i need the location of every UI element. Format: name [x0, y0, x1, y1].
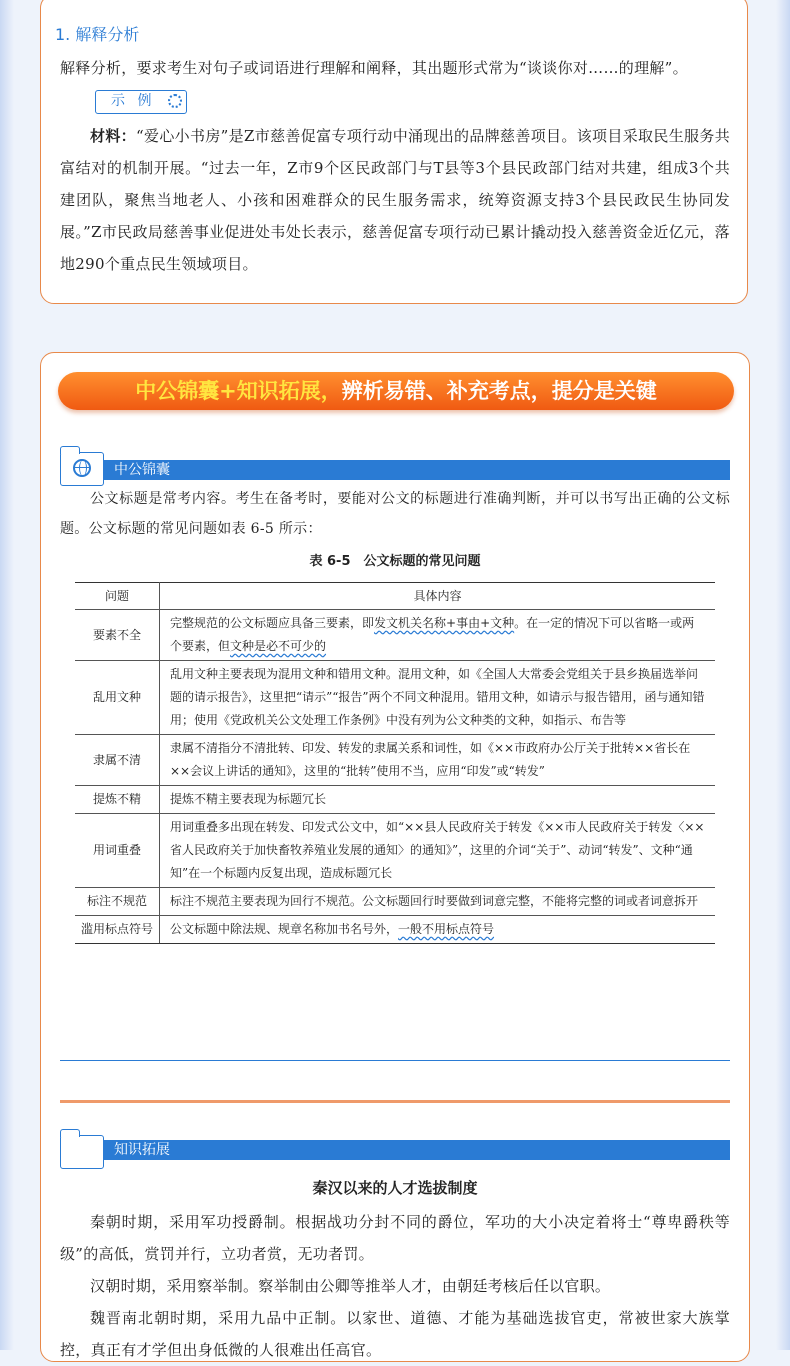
tuozhan-heading: 秦汉以来的人才选拔制度 — [312, 1179, 478, 1197]
banner-highlight: 中公锦囊+知识拓展， — [135, 379, 342, 403]
tuozhan-bar: 知识拓展 — [104, 1140, 730, 1160]
section-title: 1. 解释分析 — [55, 25, 140, 44]
row-content: 提炼不精主要表现为标题冗长 — [160, 786, 716, 814]
example-label: 示 例 — [111, 93, 156, 109]
jinnang-bar: 中公锦囊 — [104, 460, 730, 480]
table-row — [75, 786, 715, 814]
title-problems-table — [75, 582, 715, 944]
banner-text: 辨析易错、补充考点，提分是关键 — [341, 379, 657, 403]
jinnang-intro: 公文标题是常考内容。考生在备考时，要能对公文的标题进行准确判断，并可以书写出正确的公文标题。公文标题的常见问题如表 6-5 所示： — [60, 491, 730, 537]
row-problem: 乱用文种 — [75, 661, 160, 735]
folder-icon — [60, 1135, 104, 1169]
tuozhan-paragraph: 秦朝时期，采用军功授爵制。根据战功分封不同的爵位，军功的大小决定着将士“尊卑爵秩等级”的高低，赏罚并行，立功者赏，无功者罚。 — [60, 1213, 730, 1263]
row-problem: 用词重叠 — [75, 814, 160, 888]
wavy-mark: 发文机关名称+事由+文种 — [374, 616, 515, 630]
row-problem: 隶属不清 — [75, 735, 160, 786]
tuozhan-paragraph: 汉朝时期，采用察举制。察举制由公卿等推举人才，由朝廷考核后任以官职。 — [90, 1277, 611, 1295]
tips-banner — [58, 372, 734, 410]
material-text: “爱心小书房”是Z市慈善促富专项行动中涌现出的品牌慈善项目。该项目采取民生服务共富结对的机制开展。“过去一年，Z市9个区民政部门与T县等3个县民政部门结对共建，组成3个共建团队，聚焦当地老人、小孩和困难群众的民生服务需求，统筹资源支持3个县民政民生协同发展。”Z市民政局慈善事业促进处韦处长表示，慈善促富专项行动已累计撬动投入慈善资金近亿元，落地290个重点民生领域项目。 — [60, 127, 730, 273]
page-edge-right — [776, 0, 790, 1350]
table-row — [75, 916, 715, 944]
row-problem: 要素不全 — [75, 610, 160, 661]
row-problem: 提炼不精 — [75, 786, 160, 814]
row-content: 完整规范的公文标题应具备三要素，即发文机关名称+事由+文种。在一定的情况下可以省略一或两个要素，但文种是必不可少的 — [160, 610, 716, 661]
table-row — [75, 814, 715, 888]
material-paragraph — [60, 120, 730, 280]
folder-icon — [60, 452, 104, 486]
example-tag — [95, 90, 187, 114]
wavy-mark: 一般不用标点符号 — [398, 922, 495, 936]
row-content: 乱用文种主要表现为混用文种和错用文种。混用文种，如《全国人大常委会党组关于县乡换届选举问题的请示报告》，这里把“请示”“报告”两个不同文种混用。错用文种，如请示与报告错用，函与通知错用；使用《党政机关公文处理工作条例》中没有列为公文种类的文种，如指示、布告等 — [160, 661, 716, 735]
row-content: 隶属不清指分不清批转、印发、转发的隶属关系和词性，如《××市政府办公厅关于批转××省长在××会议上讲话的通知》，这里的“批转”使用不当，应用“印发”或“转发” — [160, 735, 716, 786]
section-divider — [60, 1060, 730, 1061]
row-content: 公文标题中除法规、规章名称加书名号外，一般不用标点符号 — [160, 916, 716, 944]
row-problem: 滥用标点符号 — [75, 916, 160, 944]
globe-icon — [73, 459, 91, 477]
section-intro: 解释分析，要求考生对句子或词语进行理解和阐释，其出题形式常为“谈谈你对……的理解”。 — [60, 59, 688, 77]
page-edge-left — [0, 0, 14, 1350]
col-problem: 问题 — [75, 583, 160, 610]
table-title: 表 6-5 公文标题的常见问题 — [309, 554, 481, 569]
gear-icon — [168, 94, 182, 108]
row-problem: 标注不规范 — [75, 888, 160, 916]
table-header — [75, 583, 715, 610]
tuozhan-paragraph: 魏晋南北朝时期，采用九品中正制。以家世、道德、才能为基础选拔官吏，常被世家大族掌控，真正有才学但出身低微的人很难出任高官。 — [60, 1309, 730, 1359]
table-row — [75, 888, 715, 916]
row-content: 标注不规范主要表现为回行不规范。公文标题回行时要做到词意完整，不能将完整的词或者词意拆开 — [160, 888, 716, 916]
material-label: 材料： — [90, 127, 136, 145]
table-row — [75, 661, 715, 735]
table-row — [75, 610, 715, 661]
table-row — [75, 735, 715, 786]
row-content: 用词重叠多出现在转发、印发式公文中，如“××县人民政府关于转发《××市人民政府关于转发〈××省人民政府关于加快畜牧养殖业发展的通知〉的通知》”，这里的介词“关于”、动词“转发”、文种“通知”在一个标题内反复出现，造成标题冗长 — [160, 814, 716, 888]
wavy-mark: 文种是必不可少的 — [230, 639, 327, 653]
col-content: 具体内容 — [160, 583, 716, 610]
orange-divider — [60, 1100, 730, 1103]
